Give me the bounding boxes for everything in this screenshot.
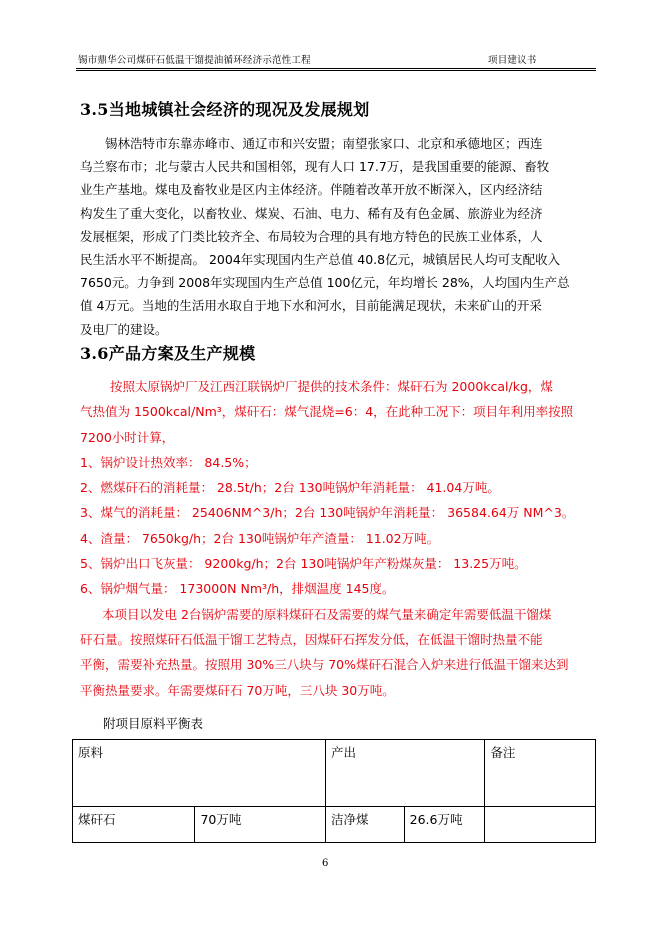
paragraph-line: 锡林浩特市东靠赤峰市、通辽市和兴安盟；南望张家口、北京和承德地区；西连 — [105, 136, 543, 151]
paragraph-line: 平衡，需要补充热量。按照用 30%三八块与 70%煤矸石混合入炉来进行低温干馏来达到 — [80, 657, 569, 673]
spec-list-item: 5、锅炉出口飞灰量： 9200kg/h；2台 130吨锅炉年产粉煤灰量： 13.25万吨。 — [80, 556, 527, 572]
paragraph-line: 业生产基地。煤电及畜牧业是区内主体经济。伴随着改革开放不断深入，区内经济结 — [80, 182, 543, 198]
table-row — [73, 807, 596, 843]
paragraph-line: 发展框架，形成了门类比较齐全、布局较为合理的具有地方特色的民族工业体系，人 — [80, 228, 543, 244]
section-3-6-heading: 3.6产品方案及生产规模 — [80, 344, 256, 363]
paragraph-line: 7650元。力争到 2008年实现国内生产总值 100亿元，年均增长 28%，人均国内生产总 — [80, 275, 570, 291]
header-rule — [76, 68, 596, 69]
page-number: 6 — [322, 858, 329, 869]
spec-list-item: 3、煤气的消耗量： 25406NM^3/h；2台 130吨锅炉年消耗量： 36584.64万 NM^3。 — [80, 505, 575, 521]
paragraph-line: 气热值为 1500kcal/Nm³，煤矸石：煤气混烧=6：4，在此种工况下：项目年利用率按照 — [80, 404, 574, 420]
spec-list-item: 4、渣量： 7650kg/h；2台 130吨锅炉年产渣量： 11.02万吨。 — [80, 530, 440, 546]
table-cell: 26.6万吨 — [404, 807, 485, 843]
paragraph-line: 平衡热量要求。年需要煤矸石 70万吨，三八块 30万吨。 — [80, 682, 395, 698]
section-3-5-body — [80, 132, 592, 341]
material-balance-table — [72, 739, 596, 843]
table-cell: 70万吨 — [195, 807, 325, 843]
paragraph-line: 矸石量。按照煤矸石低温干馏工艺特点，因煤矸石挥发分低，在低温干馏时热量不能 — [80, 631, 543, 647]
spec-list-item: 6、锅炉烟气量： 173000N Nm³/h，排烟温度 145度。 — [80, 581, 395, 597]
paragraph-line: 值 4万元。当地的生活用水取自于地下水和河水，目前能满足现状，未来矿山的开采 — [80, 298, 542, 314]
paragraph-line: 7200小时计算， — [80, 429, 175, 445]
paragraph-line: 民生活水平不断提高。 2004年实现国内生产总值 40.8亿元，城镇居民人均可支配收入 — [80, 252, 561, 268]
spec-list-item: 2、燃煤矸石的消耗量： 28.5t/h；2台 130吨锅炉年消耗量： 41.04万吨。 — [80, 480, 500, 496]
paragraph-line: 乌兰察布市；北与蒙古人民共和国相邻，现有人口 17.7万，是我国重要的能源、畜牧 — [80, 159, 550, 175]
spec-list-item: 1、锅炉设计热效率： 84.5%； — [80, 454, 257, 470]
table-caption: 附项目原料平衡表 — [103, 716, 204, 731]
table-header-cell: 备注 — [485, 740, 596, 807]
section-3-5-heading: 3.5当地城镇社会经济的现况及发展规划 — [80, 100, 370, 119]
header-doc-type: 项目建议书 — [488, 55, 537, 66]
section-3-6-conditions — [80, 374, 592, 703]
table-cell: 煤矸石 — [73, 807, 195, 843]
header-title: 锡市鼎华公司煤矸石低温干馏提油循环经济示范性工程 — [78, 55, 311, 66]
table-header-cell: 产出 — [325, 740, 484, 807]
paragraph-line: 及电厂的建设。 — [80, 321, 168, 337]
table-cell — [485, 807, 596, 843]
header-rule-secondary — [76, 70, 596, 71]
paragraph-line: 本项目以发电 2台锅炉需要的原料煤矸石及需要的煤气量来确定年需要低温干馏煤 — [102, 606, 552, 622]
table-header-cell: 原料 — [73, 740, 326, 807]
paragraph-line: 按照太原锅炉厂及江西江联锅炉厂提供的技术条件：煤矸石为 2000kcal/kg，煤 — [110, 379, 553, 394]
paragraph-line: 构发生了重大变化，以畜牧业、煤炭、石油、电力、稀有及有色金属、旅游业为经济 — [80, 205, 543, 221]
table-header-row — [73, 740, 596, 807]
table-cell: 洁净煤 — [325, 807, 404, 843]
